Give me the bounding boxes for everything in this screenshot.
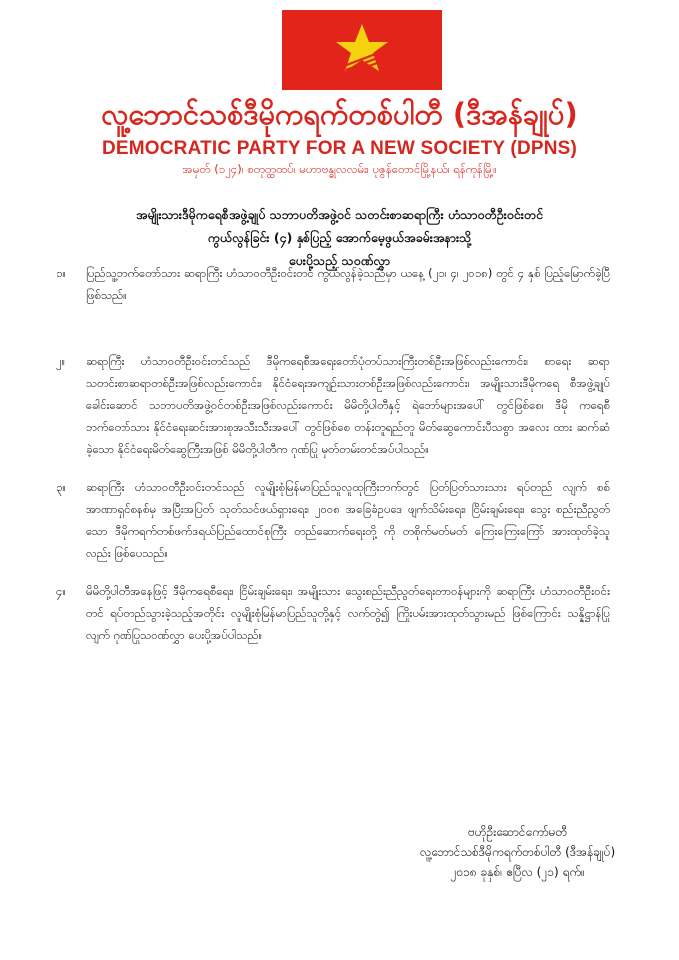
paragraph-text: ဆရာကြီး ဟံသာဝတီဦးဝင်းတင်သည် ဒီမိုကရေစီအရေးတော်ပုံတပ်သားကြီးတစ်ဦးအဖြစ်လည်းကောင်း၊ စာရေး ဆရာ သတင်းစာဆရာတစ်ဦးအဖြစ်လည်းကောင်း၊ နိုင်ငံရေးအကျဉ်းသားတစ်ဦးအဖြစ်လည်းကောင်း၊ အမျိုးသားဒီမိုကရေ စီအဖွဲ့ချုပ်ခေါင်းဆောင် သဘာပတိအဖွဲ့ဝင်တစ်ဦးအဖြစ်လည်းကောင်း မိမိတို့ပါတီနှင့် ရဲဘော်များအပေါ် တွင်ဖြစ်စေ၊ ဒီမို ကရေစီဘက်တော်သား နိုင်ငံရေးဆင်းအားစုအသီးသီးအပေါ် တွင်ဖြစ်စေ တန်းတူရည်တူ မိတ်ဆွေကောင်းပီသစွာ အလေး ထား ဆက်ဆံခဲ့သော နိုင်ငံရေးမိတ်ဆွေကြီးအဖြစ် မိမိတို့ပါတီက ဂုဏ်ပြု မှတ်တမ်းတင်အပ်ပါသည်။ — [86, 354, 610, 456]
title-line-3: ပေးပို့သည့် သဝဏ်လွှာ — [288, 253, 391, 268]
paragraph-1 — [56, 262, 610, 306]
signature-date: ၂၀၁၈ ခုနှစ်၊ ဧပြီလ (၂၁) ရက်။ — [450, 865, 585, 879]
signature-committee: ဗဟိုဦးဆောင်ကော်မတီ — [467, 825, 568, 839]
paragraph-4 — [56, 580, 610, 646]
paragraph-number: ၃။ — [56, 480, 66, 494]
paragraph-2 — [56, 350, 610, 460]
star-icon — [282, 10, 442, 90]
paragraph-text: မိမိတို့ပါတီအနေဖြင့် ဒီမိုကရေစီရေး၊ ငြိမ်းချမ်းရေး၊ အမျိုးသား သွေးစည်းညီညွတ်ရေးတာဝန်များကို ဆရာကြီး ဟံသာဝတီဦးဝင်းတင် ရပ်တည်သွားခဲ့သည့်အတိုင်း လူမျိုးစုံမြန်မာပြည်သူတို့နှင့် လက်တွဲ၍ ကြိုးပမ်းအားထုတ်သွားမည် ဖြစ်ကြောင်း သန္နိဋ္ဌာန်ပြုလျက် ဂုဏ်ပြုသဝဏ်လွှာ ပေးပို့အပ်ပါသည်။ — [86, 584, 610, 642]
paragraph-number: ၂။ — [56, 354, 66, 368]
signature-block — [420, 822, 615, 882]
party-flag — [282, 10, 442, 90]
party-name-english: DEMOCRATIC PARTY FOR A NEW SOCIETY (DPNS) — [101, 138, 578, 159]
party-name-burmese: လူ့ဘောင်သစ်ဒီမိုကရက်တစ်ပါတီ (ဒီအန်ချုပ်) — [101, 97, 578, 131]
paragraph-text: ဆရာကြီး ဟံသာဝတီဦးဝင်းတင်သည် လူမျိုးစုံမြန်မာပြည်သူလူထုကြီးဘက်တွင် ပြတ်ပြတ်သားသား ရပ်တည် လျက် စစ်အာဏာရှင်စနစ်မှ အပြီးအပြတ် သုတ်သင်ဖယ်ရှားရေး၊ ၂၀၀၈ အခြေခံဥပဒေ ဖျက်သိမ်းရေး၊ ငြိမ်းချမ်းရေး၊ သွေး စည်းညီညွတ်သော ဒီမိုကရက်တစ်ဖက်ဒရယ်ပြည်ထောင်စုကြီး တည်ဆောက်ရေးတို့ ကို တစိုက်မတ်မတ် ကြေးကြေးကြော် အားထုတ်ခဲ့သူလည်း ဖြစ်ပေသည်။ — [86, 480, 610, 560]
title-line-1: အမျိုးသားဒီမိုကရေစီအဖွဲ့ချုပ် သဘာပတိအဖွဲ့ဝင် သတင်းစာဆရာကြီး ဟံသာဝတီဦးဝင်းတင် — [135, 207, 543, 222]
signature-party: လူ့ဘောင်သစ်ဒီမိုကရက်တစ်ပါတီ (ဒီအန်ချုပ်) — [420, 845, 616, 859]
party-address: အမှတ် (၁၂၄)၊ စတုတ္ထထပ်၊ မဟာဗန္ဓုလလမ်း၊ ပုဇွန်တောင်မြို့နယ်၊ ရန်ကုန်မြို့။ — [182, 162, 497, 176]
paragraph-text: ပြည်သူ့ဘက်တော်သား ဆရာကြီး ဟံသာဝတီဦးဝင်းတင် ကွယ်လွန်ခဲ့သည်မှာ ယနေ့ (၂၁၊ ၄၊ ၂၀၁၈) တွင် ၄ နှစ် ပြည့်မြောက်ခဲ့ပြီ ဖြစ်သည်။ — [86, 266, 610, 302]
paragraph-3 — [56, 476, 610, 564]
paragraph-number: ၄။ — [56, 584, 66, 598]
paragraph-number: ၁။ — [56, 266, 66, 280]
title-line-2: ကွယ်လွန်ခြင်း (၄) နှစ်ပြည့် အောက်မေ့ဖွယ်အခမ်းအနားသို့ — [207, 230, 472, 245]
